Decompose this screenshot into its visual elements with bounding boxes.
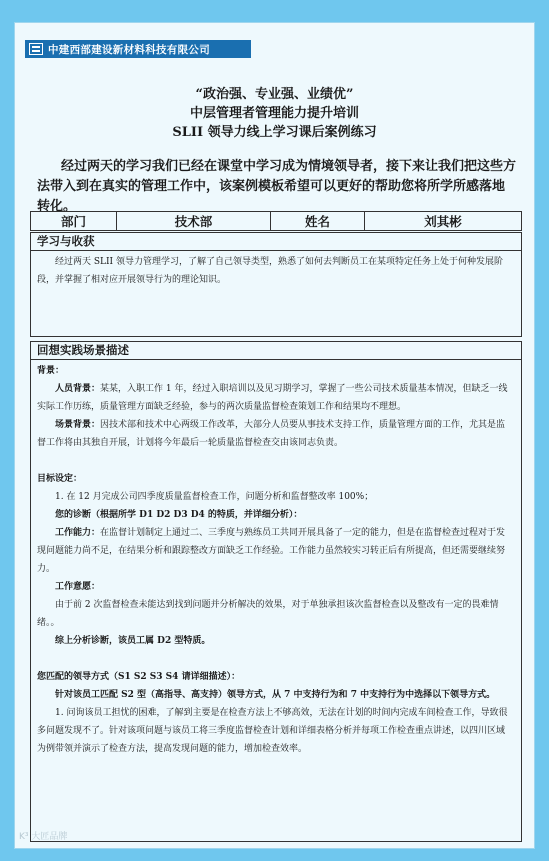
learning-text: 经过两天 SLII 领导力管理学习，了解了自己领导类型，熟悉了如何去判断员工在某项特定任务上处于何种发展阶段，并掌握了相对应开展领导行为的理论知识。 [37,257,503,285]
ability-text: 在监督计划制定上通过二、三季度与熟练员工共同开展具备了一定的能力，但是在监督检查过程对于发现问题能力尚不足，在结果分析和跟踪整改方面缺乏工作经验。工作能力虽然较实习转正后有所提高，但还需要继续努力。 [37,528,506,574]
name-label: 姓名 [271,212,365,231]
company-header [25,40,251,58]
leadership-style-text: 1. 问询该员工担忧的困难，了解到主要是在检查方法上不够高效，无法在计划的时间内完成车间检查工作，导致很多问题发现不了。针对该项问题与该员工将三季度监督检查计划和详细表格分析并每项工作检查重点讲述，以四川区域为例带领并演示了检查方法，提高发现问题的能力，增加检查效率。 [37,708,508,754]
diagnosis-label: 您的诊断（根据所学 D1 D2 D3 D4 的特质，并详细分析）： [55,510,303,520]
practice-heading: 回想实践场景描述 [31,342,521,360]
dept-label: 部门 [31,212,117,231]
company-name: 中建西部建设新材料科技有限公司 [48,43,210,56]
learning-section [30,232,522,337]
will-text: 由于前 2 次监督检查未能达到找到问题并分析解决的效果，对于单独承担该次监督检查以及整改有一定的畏难情绪。。 [37,600,499,628]
watermark: K³ 大匠品牌 [19,832,68,842]
case-study-sheet [14,22,535,849]
learning-heading: 学习与收获 [31,233,521,251]
info-table [30,211,522,231]
ability-label: 工作能力： [55,528,101,538]
scene-background-label: 场景背景： [55,420,101,430]
dept-value: 技术部 [117,212,271,231]
scene-background-text: 因技术部和技术中心两级工作改革，大部分人员要从事技术支持工作，质量管理方面的工作，尤其是监督工作将由其独自开展，计划将今年最后一轮质量监督检查交由该同志负责。 [37,420,506,448]
document-title [15,85,534,142]
will-label: 工作意愿： [55,582,101,592]
title-program: 中层管理者管理能力提升培训 [189,106,359,121]
goal-label: 目标设定： [37,474,83,484]
leadership-style-label: 您匹配的领导方式（S1 S2 S3 S4 请详细描述）： [37,672,241,682]
practice-section [30,341,522,842]
person-background-text: 某某，入职工作 1 年，经过入职培训以及见习期学习，掌握了一些公司技术质量基本情况，但缺乏一线实际工作历练，质量管理方面缺乏经验，参与的两次质量监督检查策划工作和结果均不理想。 [37,384,508,412]
title-slogan: “政治强、专业强、业绩优” [195,87,354,102]
background-label: 背景： [37,366,65,376]
company-logo-icon [29,43,43,55]
name-value: 刘其彬 [365,212,522,231]
goal-text: 1. 在 12 月完成公司四季度质量监督检查工作，问题分析和监督整改率 100%； [55,492,374,502]
intro-paragraph: 经过两天的学习我们已经在课堂中学习成为情境领导者，接下来让我们把这些方法带入到在真实的管理工作中，该案例模板希望可以更好的帮助您将所学所感落地转化。 [37,159,517,214]
title-course: SLII 领导力线上学习课后案例练习 [172,125,377,140]
diagnosis-summary: 综上分析诊断，该员工属 D2 型特质。 [55,636,211,646]
person-background-label: 人员背景： [55,384,101,394]
leadership-style-intro: 针对该员工匹配 S2 型（高指导、高支持）领导方式，从 7 中支持行为和 7 中支持行为中选择以下领导方式。 [55,690,496,700]
